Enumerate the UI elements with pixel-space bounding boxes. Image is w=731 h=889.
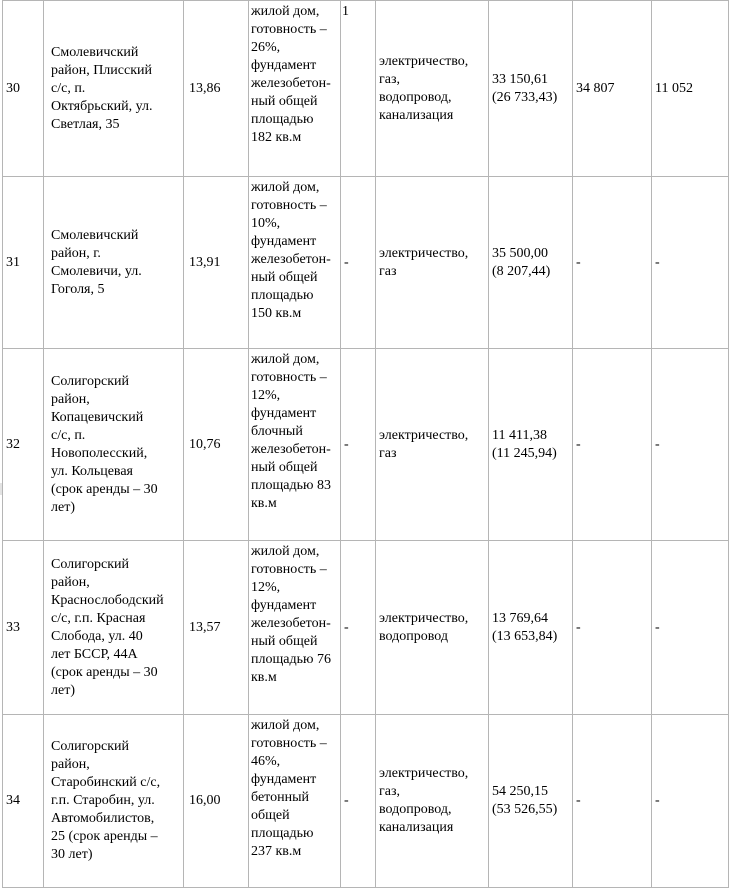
col8-cell: - (573, 349, 652, 541)
col8-cell: 34 807 (573, 1, 652, 177)
description-cell: жилой дом, готовность – 26%, фундамент железобетон- ный общей площадью 182 кв.м (249, 1, 341, 177)
utilities-cell: электричество, газ (376, 177, 489, 349)
table-row (3, 349, 729, 541)
col9-cell: - (652, 541, 729, 715)
row-number: 30 (3, 1, 44, 177)
price-cell: 11 411,38 (11 245,94) (489, 349, 573, 541)
description-cell: жилой дом, готовность – 46%, фундамент бетонный общей площадью 237 кв.м (249, 715, 341, 888)
col8-cell: - (573, 541, 652, 715)
row-number: 32 (3, 349, 44, 541)
description-cell: жилой дом, готовность – 10%, фундамент железобетон- ный общей площадью 150 кв.м (249, 177, 341, 349)
row-number: 33 (3, 541, 44, 715)
price-cell: 35 500,00 (8 207,44) (489, 177, 573, 349)
extra-cell: - (341, 177, 376, 349)
extra-cell: - (341, 349, 376, 541)
utilities-cell: электричество, газ, водопровод, канализация (376, 1, 489, 177)
table-row (3, 1, 729, 177)
table-row (3, 177, 729, 349)
extra-cell: 1 (341, 1, 376, 177)
price-cell: 33 150,61 (26 733,43) (489, 1, 573, 177)
col8-cell: - (573, 177, 652, 349)
table-row (3, 715, 729, 888)
col9-cell: - (652, 349, 729, 541)
table-row (3, 541, 729, 715)
col9-cell: - (652, 177, 729, 349)
address-cell: Солигорский район, Старобинский с/с, г.п. Старобин, ул. Автомобилистов, 25 (срок аренды – 30 лет) (44, 715, 184, 888)
utilities-cell: электричество, водопровод (376, 541, 489, 715)
address-cell: Солигорский район, Краснослободский с/с, г.п. Красная Слобода, ул. 40 лет БССР, 44А (срок аренды – 30 лет) (44, 541, 184, 715)
description-cell: жилой дом, готовность – 12%, фундамент железобетон- ный общей площадью 76 кв.м (249, 541, 341, 715)
row-number: 34 (3, 715, 44, 888)
price-cell: 13 769,64 (13 653,84) (489, 541, 573, 715)
extra-cell: - (341, 715, 376, 888)
address-cell: Солигорский район, Копацевичский с/с, п. Новополесский, ул. Кольцевая (срок аренды – 30 лет) (44, 349, 184, 541)
area-cell: 13,91 (184, 177, 249, 349)
col9-cell: 11 052 (652, 1, 729, 177)
col8-cell: - (573, 715, 652, 888)
col9-cell: - (652, 715, 729, 888)
price-cell: 54 250,15 (53 526,55) (489, 715, 573, 888)
utilities-cell: электричество, газ (376, 349, 489, 541)
address-cell: Смолевичский район, г. Смолевичи, ул. Гоголя, 5 (44, 177, 184, 349)
area-cell: 10,76 (184, 349, 249, 541)
row-number: 31 (3, 177, 44, 349)
address-cell: Смолевичский район, Плисский с/с, п. Октябрьский, ул. Светлая, 35 (44, 1, 184, 177)
area-cell: 13,86 (184, 1, 249, 177)
property-table (2, 0, 729, 888)
utilities-cell: электричество, газ, водопровод, канализация (376, 715, 489, 888)
description-cell: жилой дом, готовность – 12%, фундамент блочный железобетон- ный общей площадью 83 кв.м (249, 349, 341, 541)
extra-cell: - (341, 541, 376, 715)
area-cell: 16,00 (184, 715, 249, 888)
area-cell: 13,57 (184, 541, 249, 715)
